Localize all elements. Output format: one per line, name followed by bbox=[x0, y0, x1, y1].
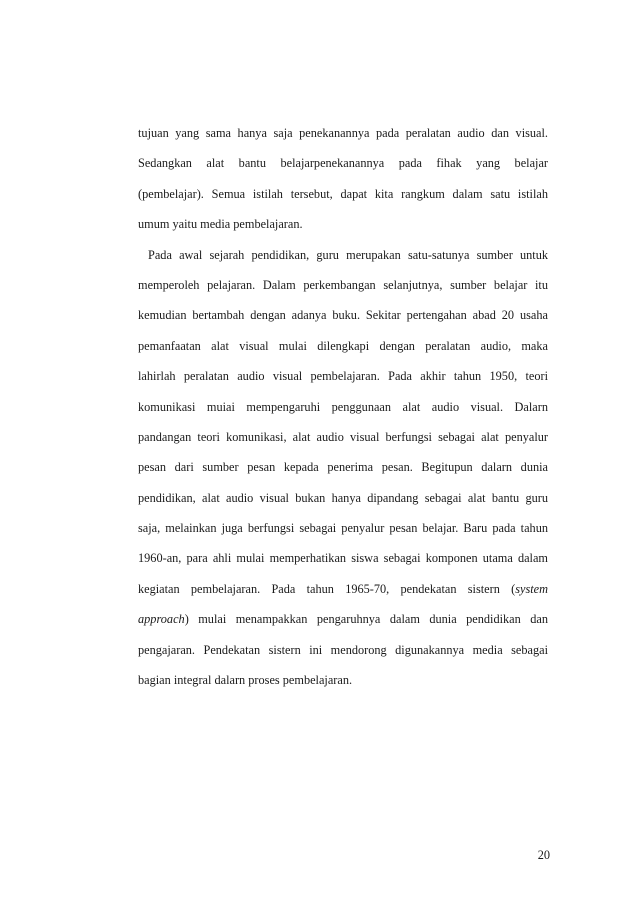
text-segment: ) mulai menampakkan pengaruhnya dalam dunia pendidikan dan bbox=[184, 612, 548, 627]
italic-term: system bbox=[515, 581, 548, 596]
text-line: memperoleh pelajaran. Dalam perkembangan selanjutnya, sumber belajar itu bbox=[138, 277, 548, 292]
italic-term: approach bbox=[138, 612, 185, 627]
text-line: pendidikan, alat audio visual bukan hanya dipandang sebagai alat bantu guru bbox=[138, 490, 548, 505]
text-line: lahirlah peralatan audio visual pembelajaran. Pada akhir tahun 1950, teori bbox=[138, 369, 548, 384]
paragraph-start-line: Pada awal sejarah pendidikan, guru merupakan satu-satunya sumber untuk bbox=[148, 247, 548, 262]
body-text bbox=[138, 118, 548, 695]
text-segment: kegiatan pembelajaran. Pada tahun 1965-70, pendekatan sistern ( bbox=[138, 581, 516, 596]
text-line: komunikasi muiai mempengaruhi penggunaan alat audio visual. Dalarn bbox=[138, 399, 548, 414]
text-line: pandangan teori komunikasi, alat audio visual berfungsi sebagai alat penyalur bbox=[138, 429, 548, 444]
text-line-with-italic bbox=[138, 604, 548, 634]
text-line: pemanfaatan alat visual mulai dilengkapi dengan peralatan audio, maka bbox=[138, 338, 548, 353]
text-line: Sedangkan alat bantu belajarpenekanannya pada fihak yang belajar bbox=[138, 156, 548, 171]
text-line: bagian integral dalarn proses pembelajaran. bbox=[138, 673, 353, 688]
text-line: pesan dari sumber pesan kepada penerima pesan. Begitupun dalarn dunia bbox=[138, 460, 548, 475]
text-line: kemudian bertambah dengan adanya buku. Sekitar pertengahan abad 20 usaha bbox=[138, 308, 548, 323]
text-line: tujuan yang sama hanya saja penekanannya pada peralatan audio dan visual. bbox=[138, 126, 548, 140]
text-line: pengajaran. Pendekatan sistern ini mendorong digunakannya media sebagai bbox=[138, 642, 548, 657]
text-line-with-italic bbox=[138, 574, 548, 604]
text-line: saja, melainkan juga berfungsi sebagai penyalur pesan belajar. Baru pada tahun bbox=[138, 521, 548, 536]
text-line: 1960-an, para ahli mulai memperhatikan siswa sebagai komponen utama dalam bbox=[138, 551, 548, 566]
text-line: umum yaitu media pembelajaran. bbox=[138, 217, 303, 232]
page-number: 20 bbox=[537, 848, 550, 862]
text-line: (pembelajar). Semua istilah tersebut, dapat kita rangkum dalam satu istilah bbox=[138, 186, 548, 201]
